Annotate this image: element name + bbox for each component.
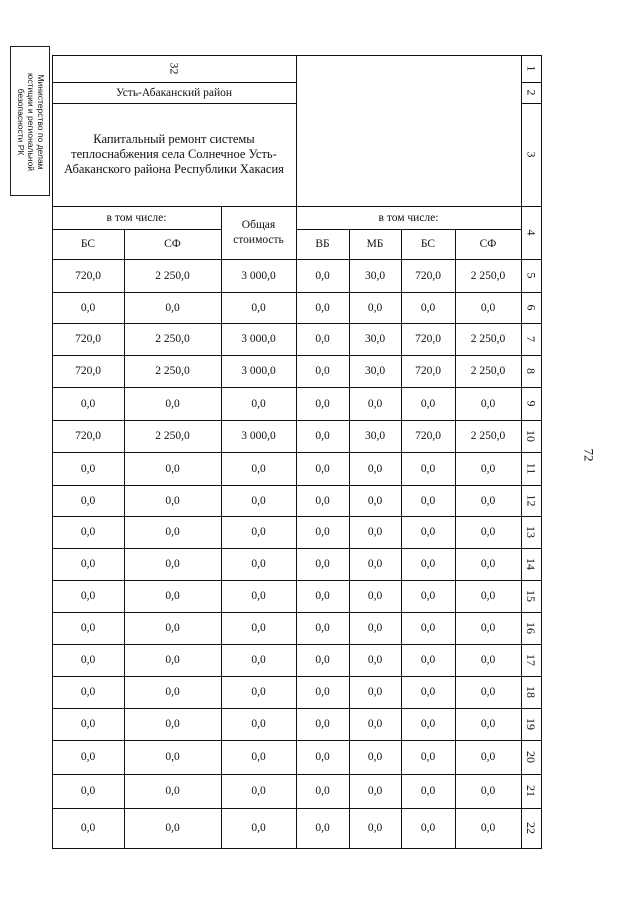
row-number: 2 xyxy=(524,89,539,96)
data-cell: 0,0 xyxy=(165,751,180,763)
row-number: 22 xyxy=(524,822,539,834)
column-divider xyxy=(296,55,297,206)
data-cell: 0,0 xyxy=(80,718,96,730)
data-cell: 0,0 xyxy=(367,462,383,475)
data-cell: 720,0 xyxy=(415,430,441,442)
row-number: 5 xyxy=(524,272,539,279)
data-cell: 0,0 xyxy=(315,397,330,410)
data-cell: 0,0 xyxy=(251,462,266,475)
data-cell: 0,0 xyxy=(165,622,180,634)
data-cell: 0,0 xyxy=(367,654,383,666)
data-cell: 0,0 xyxy=(367,397,383,410)
row-number: 3 xyxy=(524,151,539,158)
data-cell: 0,0 xyxy=(165,590,180,602)
data-cell: 3 000,0 xyxy=(241,333,276,345)
data-cell: 0,0 xyxy=(80,462,96,475)
row-number: 8 xyxy=(524,368,539,374)
data-cell: 0,0 xyxy=(80,654,96,666)
data-cell: 720,0 xyxy=(75,333,101,345)
data-cell: 0,0 xyxy=(165,301,180,314)
data-cell: 0,0 xyxy=(420,718,436,730)
data-cell: 720,0 xyxy=(415,333,441,345)
row-number: 18 xyxy=(524,686,539,698)
row-number: 6 xyxy=(524,304,539,311)
data-cell: 0,0 xyxy=(420,558,436,570)
data-cell: 0,0 xyxy=(251,822,266,834)
row-number: 9 xyxy=(524,400,539,407)
data-cell: 3 000,0 xyxy=(241,365,276,377)
data-cell: 720,0 xyxy=(75,430,101,442)
data-cell: 0,0 xyxy=(251,590,266,602)
row-number: 15 xyxy=(524,590,539,602)
data-cell: 3 000,0 xyxy=(241,430,276,442)
data-cell: 2 250,0 xyxy=(470,269,506,282)
data-cell: 0,0 xyxy=(480,686,496,698)
row-number: 11 xyxy=(524,462,539,475)
stamp-line: Министерство по делам xyxy=(36,74,46,170)
data-cell: 0,0 xyxy=(367,526,383,538)
data-cell: 0,0 xyxy=(80,526,96,538)
data-cell: 0,0 xyxy=(165,494,180,507)
data-cell: 0,0 xyxy=(420,785,436,797)
data-cell: 0,0 xyxy=(367,785,383,797)
column-header-sf: СФ xyxy=(164,238,181,250)
data-cell: 0,0 xyxy=(315,430,330,442)
stamp-line: безопасности РК xyxy=(16,88,26,156)
data-cell: 0,0 xyxy=(367,622,383,634)
data-cell: 0,0 xyxy=(80,751,96,763)
data-cell: 0,0 xyxy=(80,558,96,570)
data-cell: 0,0 xyxy=(367,718,383,730)
data-cell: 0,0 xyxy=(80,494,96,507)
data-cell: 0,0 xyxy=(165,654,180,666)
data-cell: 0,0 xyxy=(315,301,330,314)
data-cell: 0,0 xyxy=(251,718,266,730)
data-cell: 0,0 xyxy=(420,622,436,634)
data-cell: 0,0 xyxy=(80,686,96,698)
data-cell: 0,0 xyxy=(165,822,180,834)
row-number: 17 xyxy=(524,654,539,666)
district-name: Усть-Абаканский район xyxy=(115,86,233,99)
row-number: 12 xyxy=(524,494,539,507)
data-cell: 0,0 xyxy=(80,822,96,834)
data-cell: 0,0 xyxy=(480,622,496,634)
data-cell: 0,0 xyxy=(367,301,383,314)
data-cell: 0,0 xyxy=(315,526,330,538)
data-cell: 0,0 xyxy=(420,686,436,698)
data-cell: 3 000,0 xyxy=(241,269,276,282)
data-cell: 0,0 xyxy=(480,301,496,314)
data-cell: 0,0 xyxy=(480,590,496,602)
data-cell: 0,0 xyxy=(480,397,496,410)
data-cell: 0,0 xyxy=(480,822,496,834)
stamp-line: юстиции и региональной xyxy=(26,72,36,172)
row-number: 16 xyxy=(524,622,539,634)
data-cell: 2 250,0 xyxy=(470,333,506,345)
data-cell: 0,0 xyxy=(165,397,180,410)
row-number: 19 xyxy=(524,718,539,730)
data-cell: 0,0 xyxy=(420,462,436,475)
data-cell: 2 250,0 xyxy=(470,430,506,442)
data-cell: 0,0 xyxy=(420,751,436,763)
row-number: 14 xyxy=(524,558,539,570)
data-cell: 0,0 xyxy=(251,494,266,507)
data-cell: 0,0 xyxy=(165,686,180,698)
includes-label: в том числе: xyxy=(378,211,439,224)
data-cell: 0,0 xyxy=(480,654,496,666)
data-cell: 0,0 xyxy=(80,301,96,314)
data-cell: 0,0 xyxy=(251,526,266,538)
data-cell: 0,0 xyxy=(251,301,266,314)
data-cell: 720,0 xyxy=(75,365,101,377)
data-cell: 2 250,0 xyxy=(155,333,190,345)
project-title: Капитальный ремонт системы теплоснабжения села Солнечное Усть-Абаканского района Республики Хакасия xyxy=(64,132,284,176)
includes-label: в том числе: xyxy=(106,211,167,224)
data-cell: 0,0 xyxy=(315,333,330,345)
data-cell: 0,0 xyxy=(367,558,383,570)
data-cell: 0,0 xyxy=(315,622,330,634)
data-cell: 0,0 xyxy=(315,686,330,698)
data-cell: 0,0 xyxy=(480,718,496,730)
data-cell: 0,0 xyxy=(315,494,330,507)
data-cell: 0,0 xyxy=(251,686,266,698)
data-cell: 30,0 xyxy=(364,365,386,377)
data-cell: 0,0 xyxy=(367,590,383,602)
data-cell: 0,0 xyxy=(315,462,330,475)
data-cell: 0,0 xyxy=(80,397,96,410)
data-cell: 0,0 xyxy=(420,494,436,507)
column-header-mb: МБ xyxy=(366,238,384,250)
data-cell: 0,0 xyxy=(315,590,330,602)
data-cell: 30,0 xyxy=(364,333,386,345)
row-number: 21 xyxy=(524,785,539,797)
data-cell: 0,0 xyxy=(480,785,496,797)
data-cell: 720,0 xyxy=(75,269,101,282)
row-number: 10 xyxy=(524,430,539,442)
data-cell: 0,0 xyxy=(480,558,496,570)
data-cell: 0,0 xyxy=(315,822,330,834)
data-cell: 2 250,0 xyxy=(155,365,190,377)
data-cell: 0,0 xyxy=(420,822,436,834)
data-cell: 0,0 xyxy=(315,751,330,763)
page-number: 72 xyxy=(581,448,597,462)
row-number: 20 xyxy=(524,751,539,763)
data-cell: 0,0 xyxy=(480,462,496,475)
row-number: 13 xyxy=(524,526,539,538)
data-cell: 0,0 xyxy=(420,654,436,666)
data-cell: 2 250,0 xyxy=(470,365,506,377)
data-cell: 30,0 xyxy=(364,430,386,442)
data-cell: 0,0 xyxy=(367,494,383,507)
data-cell: 0,0 xyxy=(80,785,96,797)
column-header-sf: СФ xyxy=(479,238,497,250)
data-cell: 720,0 xyxy=(415,269,441,282)
data-cell: 0,0 xyxy=(251,654,266,666)
data-cell: 0,0 xyxy=(165,526,180,538)
data-cell: 0,0 xyxy=(367,686,383,698)
data-cell: 0,0 xyxy=(165,462,180,475)
data-cell: 30,0 xyxy=(364,269,386,282)
data-cell: 0,0 xyxy=(251,751,266,763)
data-cell: 0,0 xyxy=(420,590,436,602)
data-cell: 0,0 xyxy=(165,558,180,570)
data-cell: 0,0 xyxy=(315,785,330,797)
data-cell: 720,0 xyxy=(415,365,441,377)
data-cell: 0,0 xyxy=(480,751,496,763)
data-cell: 0,0 xyxy=(251,622,266,634)
object-code: 32 xyxy=(167,62,182,75)
data-cell: 0,0 xyxy=(315,718,330,730)
data-cell: 2 250,0 xyxy=(155,430,190,442)
data-cell: 0,0 xyxy=(420,397,436,410)
data-cell: 0,0 xyxy=(251,558,266,570)
row-divider xyxy=(521,103,541,104)
row-number: 4 xyxy=(524,229,539,236)
data-cell: 0,0 xyxy=(80,622,96,634)
data-cell: 0,0 xyxy=(80,590,96,602)
data-cell: 0,0 xyxy=(367,751,383,763)
data-cell: 0,0 xyxy=(315,558,330,570)
row-number: 1 xyxy=(524,65,539,72)
data-cell: 0,0 xyxy=(420,526,436,538)
row-number: 7 xyxy=(524,336,539,342)
column-header-vb: ВБ xyxy=(315,238,330,250)
data-cell: 0,0 xyxy=(315,269,330,282)
data-cell: 2 250,0 xyxy=(155,269,190,282)
column-header-bs: БС xyxy=(420,238,436,250)
data-cell: 0,0 xyxy=(367,822,383,834)
data-cell: 0,0 xyxy=(251,785,266,797)
total-cost-header: Общая стоимость xyxy=(233,218,284,246)
table-border xyxy=(52,848,541,849)
column-header-bs: БС xyxy=(80,238,96,250)
data-cell: 0,0 xyxy=(480,526,496,538)
data-cell: 0,0 xyxy=(480,494,496,507)
data-cell: 0,0 xyxy=(315,365,330,377)
data-cell: 0,0 xyxy=(165,718,180,730)
data-cell: 0,0 xyxy=(251,397,266,410)
data-cell: 0,0 xyxy=(420,301,436,314)
data-cell: 0,0 xyxy=(165,785,180,797)
data-cell: 0,0 xyxy=(315,654,330,666)
